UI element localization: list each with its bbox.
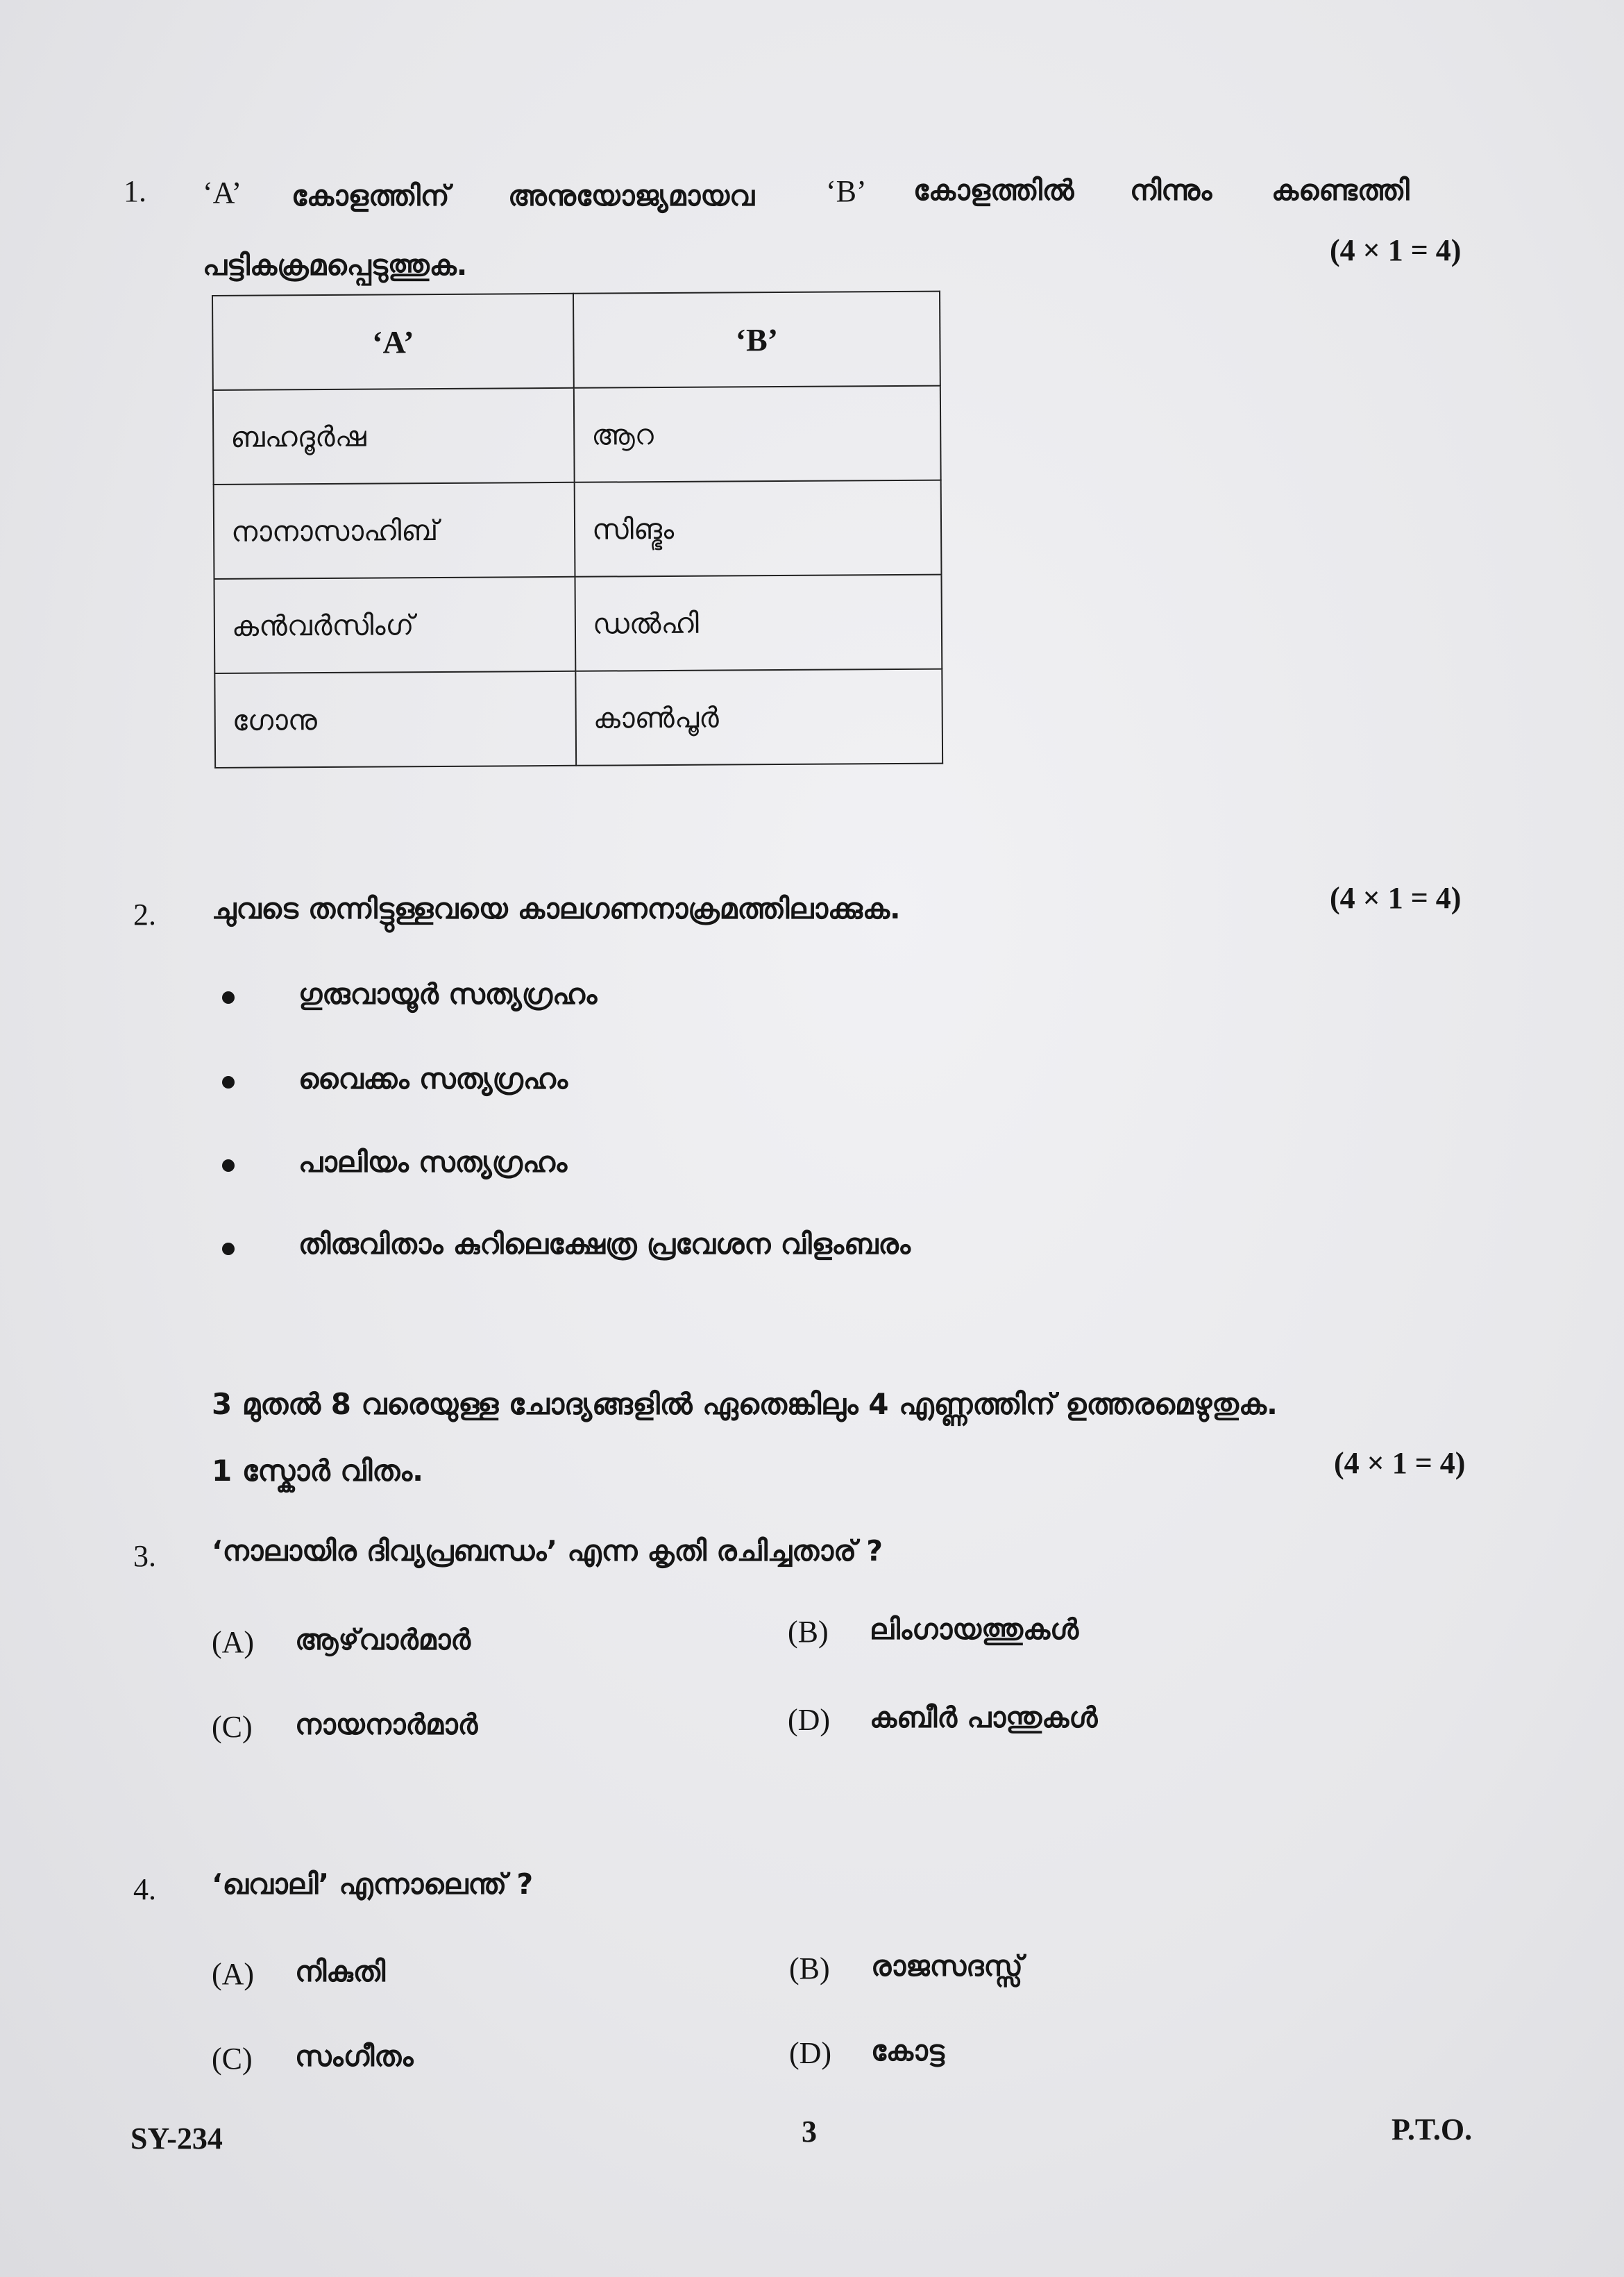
q3-option-a: ആഴ്‌വാർമാർ bbox=[295, 1623, 471, 1656]
bullet-icon bbox=[222, 1243, 235, 1255]
table-cell-b: ആറ bbox=[574, 386, 941, 482]
table-cell-b: കാൺപൂർ bbox=[575, 669, 942, 766]
page-number: 3 bbox=[802, 2115, 817, 2149]
q4-option-d: കോട്ട bbox=[871, 2034, 945, 2067]
table-row bbox=[213, 386, 941, 485]
section-marks: (4 × 1 = 4) bbox=[1334, 1446, 1466, 1480]
table-header-b: ‘B’ bbox=[573, 292, 940, 388]
q1-word-4: നിന്നും bbox=[1130, 174, 1212, 207]
q4-option-a: നികുതി bbox=[295, 1955, 386, 1988]
q4-option-c: സംഗീതം bbox=[295, 2040, 414, 2073]
q3-option-c-label: (C) bbox=[212, 1710, 253, 1744]
table-cell-a: കൻവർസിംഗ് bbox=[214, 577, 575, 673]
table-header-a: ‘A’ bbox=[212, 294, 574, 390]
q3-option-b-label: (B) bbox=[788, 1615, 829, 1649]
table-row bbox=[214, 575, 942, 673]
table-row bbox=[214, 480, 942, 579]
q3-option-d: കബീർ പാന്തുകൾ bbox=[870, 1701, 1098, 1734]
q4-number: 4. bbox=[133, 1872, 156, 1906]
bullet-icon bbox=[222, 1159, 235, 1172]
q2-number: 2. bbox=[133, 898, 156, 932]
table-cell-b: ഡൽഹി bbox=[575, 575, 942, 671]
please-turn-over: P.T.O. bbox=[1392, 2112, 1473, 2146]
q3-option-a-label: (A) bbox=[212, 1625, 255, 1659]
q3-option-b: ലിംഗായത്തുകൾ bbox=[870, 1613, 1079, 1646]
q1-line-2: പട്ടികക്രമപ്പെടുത്തുക. bbox=[203, 249, 468, 282]
q1-marks: (4 × 1 = 4) bbox=[1330, 233, 1462, 267]
q4-option-b: രാജസദസ്സ് bbox=[871, 1949, 1023, 1983]
q3-option-c: നായനാർമാർ bbox=[295, 1708, 478, 1741]
bullet-icon bbox=[222, 991, 235, 1004]
q3-option-d-label: (D) bbox=[788, 1703, 831, 1737]
table-cell-b: സിങ്ഭം bbox=[575, 480, 942, 577]
match-table bbox=[212, 291, 943, 768]
q3-number: 3. bbox=[133, 1539, 156, 1573]
q1-word-2: അനുയോജ്യമായവ bbox=[508, 179, 755, 212]
q4-text: ‘ഖവാലി’ എന്നാലെന്ത് ? bbox=[212, 1867, 534, 1901]
q3-text: ‘നാലായിര ദിവ്യപ്രബന്ധം’ എന്ന കൃതി രചിച്ചതാര് ? bbox=[212, 1534, 883, 1568]
q1-word-3: കോളത്തിൽ bbox=[913, 174, 1074, 207]
section-score: 1 സ്കോർ വിതം. bbox=[212, 1454, 424, 1488]
q1-word-1: കോളത്തിന് bbox=[291, 179, 450, 212]
q2-item: ഗുരുവായൂർ സത്യഗ്രഹം bbox=[298, 977, 598, 1011]
q1-quote-a: ‘A’ bbox=[203, 176, 242, 210]
section-instruction: 3 മുതൽ 8 വരെയുള്ള ചോദ്യങ്ങളിൽ ഏതെങ്കിലും 4 എണ്ണത്തിന് ഉത്തരമെഴുതുക. bbox=[212, 1387, 1278, 1421]
q4-option-c-label: (C) bbox=[212, 2042, 253, 2076]
q4-option-b-label: (B) bbox=[789, 1951, 830, 1985]
q4-option-d-label: (D) bbox=[789, 2036, 832, 2070]
q2-text: ചുവടെ തന്നിട്ടുള്ളവയെ കാലഗണനാക്രമത്തിലാക്കുക. bbox=[212, 892, 901, 925]
table-cell-a: ബഹദൂർഷ bbox=[213, 388, 575, 485]
bullet-icon bbox=[222, 1076, 235, 1089]
q1-word-5: കണ്ടെത്തി bbox=[1271, 174, 1410, 207]
q1-quote-b: ‘B’ bbox=[826, 174, 867, 208]
q1-number: 1. bbox=[124, 174, 146, 208]
table-row bbox=[214, 669, 942, 768]
q2-item: തിരുവിതാം കുറിലെക്ഷേത്ര പ്രവേശന വിളംബരം bbox=[298, 1227, 911, 1261]
q2-item: വൈക്കം സത്യഗ്രഹം bbox=[298, 1062, 568, 1095]
table-cell-a: നാനാസാഹിബ് bbox=[214, 482, 575, 579]
q4-option-a-label: (A) bbox=[212, 1957, 255, 1991]
q2-item: പാലിയം സത്യഗ്രഹം bbox=[298, 1145, 568, 1179]
table-header-row bbox=[212, 292, 940, 390]
table-cell-a: ഗോനു bbox=[214, 671, 576, 768]
q2-marks: (4 × 1 = 4) bbox=[1330, 881, 1462, 915]
paper-code: SY-234 bbox=[130, 2121, 223, 2156]
